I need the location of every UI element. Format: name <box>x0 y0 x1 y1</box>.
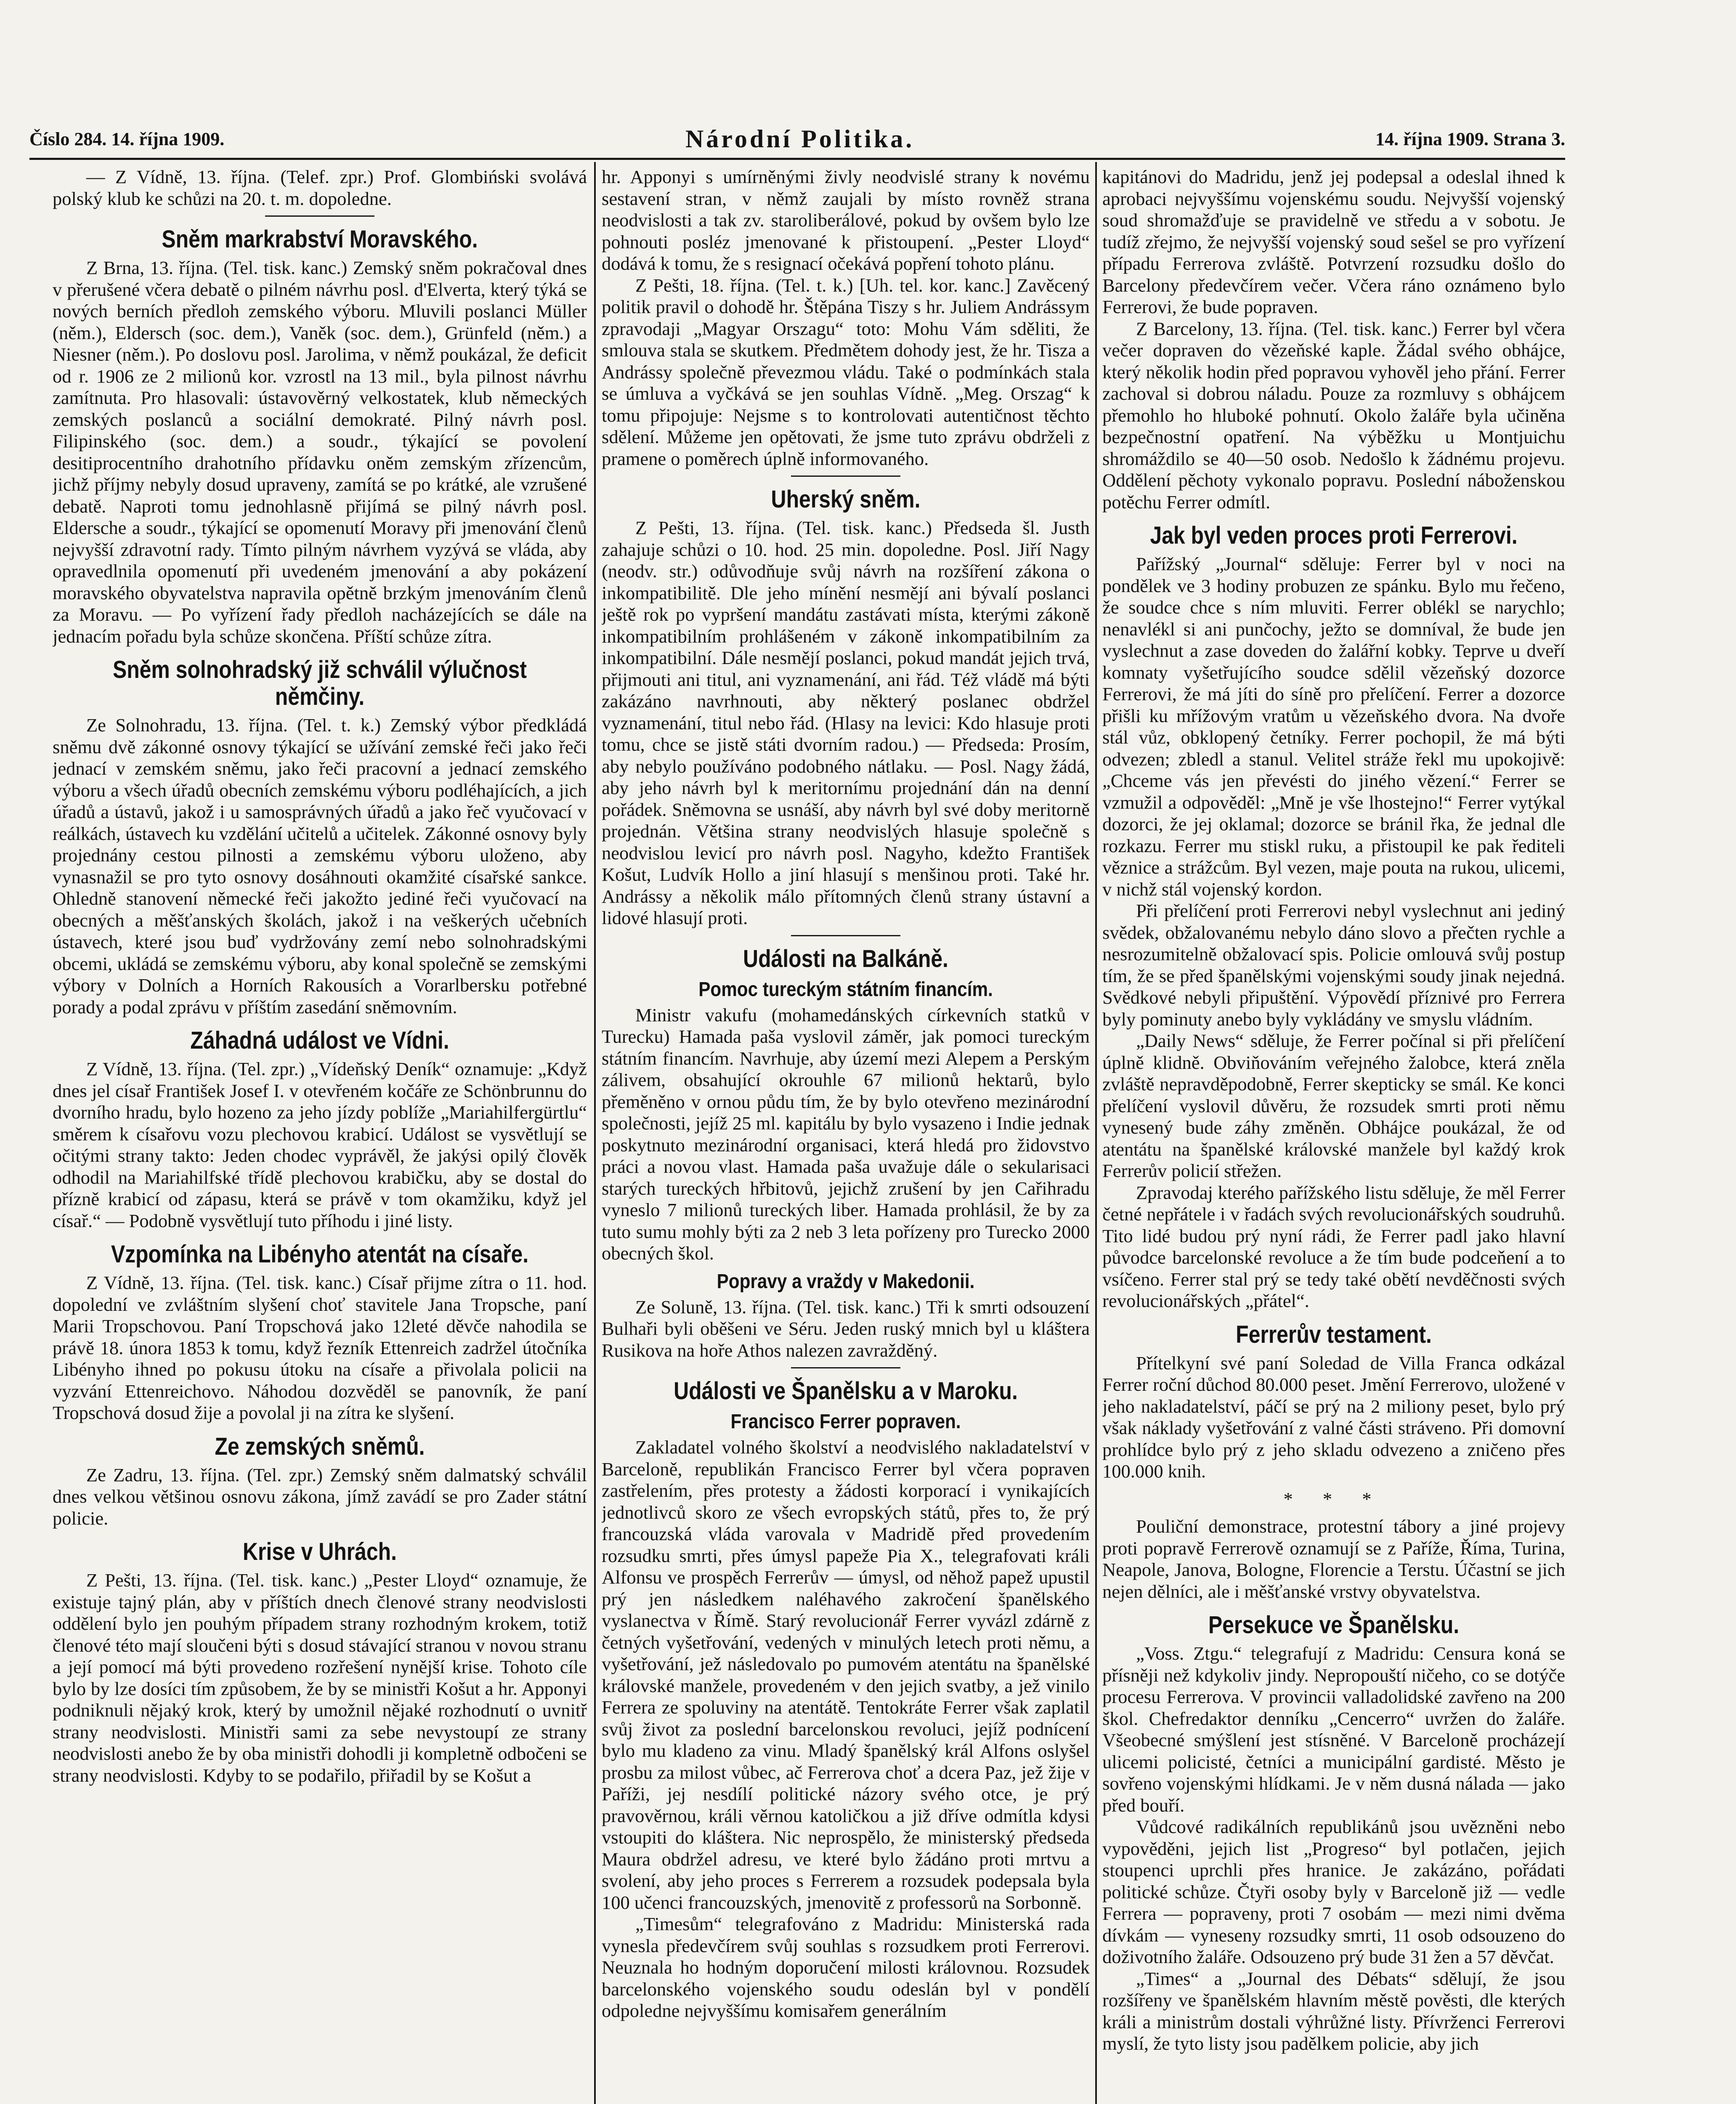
section-stars: * * * <box>1283 1488 1384 1509</box>
separator <box>791 476 900 477</box>
headline-hungary-crisis: Krise v Uhrách. <box>243 1538 397 1565</box>
subheadline-ferrer-executed: Francisco Ferrer popraven. <box>730 1411 961 1433</box>
headline-hungarian-diet: Uherský sněm. <box>771 486 921 513</box>
subheadline-macedonia: Popravy a vraždy v Makedonii. <box>717 1270 975 1293</box>
article-vienna-incident: Z Vídně, 13. října. (Tel. zpr.) „Vídeňský Deník“ oznamuje: „Když dnes jel císař František Josef I. v otevřeném kočáře ze Schönbrunnu do dvorního hradu, bylo hozeno za jeho jízdy poblíže „Mariahilfergürtlu“ směrem k císařovu vozu plechovou krabicí. Událost se vysvětlují se očitými strany takto: Jeden chodec vyprávěl, že jakýsi opilý člověk odhodil na Mariahilfské třídě plechovou krabičku, aby se dostal do přízně krabicí od zápasu, která se právě v tom okamžiku, když jel císař.“ — Podobně vysvětlují tuto příhodu i jiné listy. <box>53 1058 587 1231</box>
article-hungary-crisis-cont: hr. Apponyi s umírněnými živly neodvislé strany k novému sestavení stran, v němž zaujali by místo rovněž strana neodvislosti a tak zv. staroliberálové, pokud by ovšem bylo lze pohnouti posléz jmenované k přistoupení. „Pester Lloyd“ dodává k tomu, že s resignací očekává popření tohoto plánu. <box>602 166 1090 274</box>
article-ferrer-testament: Přítelkyní své paní Soledad de Villa Franca odkázal Ferrer roční důchod 80.000 peset. Jmění Ferrerovo, uložené v jeho nakladatelství, páčí se prý na 2 miliony peset, bylo prý však náklady vyšetřování z valné části stráveno. Při domovní prohlídce bylo prý z jeho skladu odvezeno a zničeno přes 100.000 knih. <box>1102 1352 1565 1482</box>
headline-moravian-diet: Sněm markrabství Moravského. <box>162 226 478 253</box>
article-ferrer-cont: kapitánovi do Madridu, jenž jej podepsal a odeslal ihned k aprobaci nejvyššímu vojenskému soudu. Nejvyšší vojenský soud shromažďuje se pravidelně ve středu a v sobotu. Je tudíž zřejmo, že nejvyšší vojenský soud sešel se pro vyřízení případu Ferrerova zvláště. Potvrzení rozsudku došlo do Barcelony předevčírem večer. Včera ráno oznámeno bylo Ferrerovi, že bude popraven. <box>1102 166 1565 317</box>
header-issue-date: Číslo 284. 14. října 1909. <box>29 128 225 149</box>
article-times-madrid: „Timesům“ telegrafováno z Madridu: Ministerská rada vynesla předevčírem svůj souhlas s rozsudkem proti Ferrerovi. Neuznala ho hodným doporučení milosti královnou. Rozsudek barcelonského vojenského soudu odeslán byl v pondělí odpoledne nejvyššímu komisařem generálním <box>602 1913 1090 2021</box>
headline-salzburg-diet: Sněm solnohradský již schválil výlučnost němčiny. <box>112 656 527 710</box>
article-turkish-finance: Ministr vakufu (mohamedánských církevních statků v Turecku) Hamada paša vyslovil záměr, jak pomoci tureckým státním financím. Navrhuje, aby území mezi Alepem a Perským zálivem, obsahující okrouhle 67 milionů hektarů, bylo přeměněno v ornou půdu tím, že by bylo otevřeno mezinárodní společnosti, jejíž 25 ml. kapitálu by bylo vysazeno i Indie jednak poskytnuto mezinárodní organisaci, která hledá pro židovstvo práci a novou vlast. Hamada paša uvažuje dále o sekularisaci starých tureckých hřbitovů, jejichž zrušení by jen Cařihradu vyneslo 7 milionů tureckých liber. Hamada prohlásil, že by za tuto sumu mohly býti za 2 neb 3 leta pořízeny pro Turecko 2000 obecných škol. <box>602 1004 1090 1264</box>
article-macedonia: Ze Soluně, 13. října. (Tel. tisk. kanc.) Tři k smrti odsouzení Bulhaři byli oběšeni ve Séru. Jeden ruský mnich byl u kláštera Rusikova na hoře Athos nalezen zavražděný. <box>602 1296 1090 1361</box>
column-3 <box>1102 166 1565 2104</box>
article-hungarian-diet: Z Pešti, 13. října. (Tel. tisk. kanc.) Předseda šl. Justh zahajuje schůzi o 10. hod. 25 min. dopoledne. Posl. Jiří Nagy (neodv. str.) odůvodňuje svůj návrh na rozšíření zákona o inkompatibilitě. Dle jeho mínění nesmějí ani bývalí poslanci ještě rok po vypršení mandátu zastávati místa, kterými zákoně inkompatibilním prohlášeném v zákoně inkompatibilním za inkompatibilní. Dále nesmějí poslanci, pokud mandát jejich trvá, přijmouti ani titul, ani vyznamenání, ani řád. Též vládě má býti zakázáno navrhnouti, aby některý poslanec obdržel vyznamenání, titul nebo řád. (Hlasy na levici: Kdo hlasuje proti tomu, chce se jistě státi dvorním radou.) — Předseda: Prosím, aby nebylo používáno podobného nátlaku. — Posl. Nagy žádá, aby jeho návrh byl k meritornímu projednání dán na denní pořádek. Sněmovna se usnáší, aby návrh byl své doby meritorně projednán. Většina strany neodvislých hlasuje společně s neodvislou levicí pro návrh posl. Nagyho, kdežto František Košut, Ludvík Hollo a jiní hlasují s menšinou proti. Také hr. Andrássy a několik málo přítomných členů strany ústavní a lidové hlasují proti. <box>602 517 1090 928</box>
article-persecution-censorship: „Voss. Ztgu.“ telegrafují z Madridu: Censura koná se přísněji než kdykoliv jindy. Nepropouští ničeho, co se dotýče procesu Ferrerova. V provincii valladolidské zavřeno na 200 škol. Chefredaktor denníku „Cencerro“ uvržen do žaláře. Všeobecné smýšlení jest stísněné. V Barceloně procházejí ulicemi policisté, četníci a municipální gardisté. Město je sovřeno vojenskými hlídkami. Je v něm dusná nálada — jako před bouří. <box>1102 1643 1565 1816</box>
header-page-number: 14. října 1909. Strana 3. <box>1375 128 1565 149</box>
headline-balkans: Události na Balkáně. <box>743 945 948 972</box>
article-threat-letters: „Times“ a „Journal des Débats“ sdělují, že jsou rozšířeny ve španělském hlavním městě pověsti, dle kterých králi a ministrům dostali výhrůžné listy. Přívrženci Ferrerovi myslí, že tyto listy jsou padělkem policie, aby jich <box>1102 1968 1565 2054</box>
article-polish-club: — Z Vídně, 13. října. (Telef. zpr.) Prof. Glombiński svolává polský klub ke schůzi na 20. t. m. dopoledne. <box>53 166 587 209</box>
column-2 <box>602 166 1090 2104</box>
article-revolutionary-enemies: Zpravodaj kterého pařížského listu sděluje, že měl Ferrer četné nepřátele i v řadách svých revolucionářských soudruhů. Tito lidé budou prý nyní rádi, že Ferrer padl jako hlavní původce barcelonské revoluce a že tím bude podceňení a to vsíčeno. Ferrer stal prý se tedy také obětí nevděčnosti svých revolucionářských „přátel“. <box>1102 1182 1565 1311</box>
article-land-diets: Ze Zadru, 13. října. (Tel. zpr.) Zemský sněm dalmatský schválil dnes velkou většinou osnovu zákona, jímž zavádí se pro Zader státní policie. <box>53 1464 587 1529</box>
headline-libeny-memory: Vzpomínka na Libényho atentát na císaře. <box>111 1241 529 1268</box>
article-demonstrations: Pouliční demonstrace, protestní tábory a jiné projevy proti popravě Ferrerově oznamují se z Paříže, Říma, Turina, Neapole, Janova, Bologne, Florencie a Terstu. Účastní se jich nejen dělníci, ale i měšťanské vrstvy obyvatelstva. <box>1102 1516 1565 1602</box>
headline-vienna-incident: Záhadná událost ve Vídni. <box>190 1027 449 1054</box>
column-divider-1 <box>594 162 596 2104</box>
subheadline-turkish-finance: Pomoc tureckým státním financím. <box>698 978 993 1001</box>
headline-ferrer-testament: Ferrerův testament. <box>1236 1320 1432 1348</box>
headline-spain-morocco: Události ve Španělsku a v Maroku. <box>674 1377 1018 1405</box>
article-salzburg-diet: Ze Solnohradu, 13. října. (Tel. t. k.) Zemský výbor předkládá sněmu dvě zákonné osnovy týkající se užívání zemské řeči jako řeči jednací v zemském sněmu, jako řeči pracovní a jednací zemského výboru a všech úřadů obecních zemskému výboru podléhajících, a jich úřadů a ústavů, jakož i u samosprávných úřadů a jako řeč vyučovací v reálkách, ústavech ku vzdělání učitelů a učitelek. Zákonné osnovy byly projednány cestou pilnosti a zemskému výboru uloženo, aby vynasnažil se pro tyto osnovy dosáhnouti okamžité císařské sankce. Ohledně stanovení německé řeči jakožto jediné řeči vyučovací na obecných a měšťanských školách, jakož i na veškerých učebních ústavech, které jsou buď vydržovány zemí nebo solnohradskými obcemi, ukládá se zemskému výboru, aby konal společně se zemskými výbory v Dolních a Horních Rakousích a Vorarlbersku potřebné porady a podal zprávu v příštím zasedání sněmovním. <box>53 715 587 1017</box>
separator <box>791 935 900 936</box>
header-rule <box>29 158 1565 160</box>
article-ferrer-executed: Zakladatel volného školství a neodvislého nakladatelství v Barceloně, republikán Francisco Ferrer byl včera popraven zastřelením, přes protesty a žádosti korporací i vynikajících jednotlivců skoro ze všech evropských států, přes to, že prý francouzská vláda varovala v Madridě před provedením rozsudku smrti, přes úmysl papeže Pia X., telegrafovati králi Alfonsu ve prospěch Ferrerův — úmysl, od něhož papež upustil prý jen následkem naléhavého zakročení španělského vyslanectva v Římě. Starý revolucionář Ferrer vyvázl zdárně z četných vyšetřování, vedených v minulých letech proti němu, a vyšetřování, jež následovalo po pumovém atentátu na španělské královské manžele, provedeném v den jejich svatby, a jež vinilo Ferrera ze spoluviny na atentátě. Tentokráte Ferrer však zaplatil svůj život za poslední barcelonskou revoluci, jejíž podnícení bylo mu kladeno za vinu. Mladý španělský král Alfons oslyšel prosbu za milost vůbec, ač Ferrerova choť a dcera Paz, jež žije v Paříži, jej nesdílí politické názory svého otce, je prý pravověrnou, králi věrnou katoličkou a již dříve odmítla kdysi vstoupiti do kláštera. Nic neprospělo, že ministerský předseda Maura obdržel adresu, ve které bylo žádáno proti mrtvu a svolení, aby jeho proces s Ferrerem a rozsudek podepsala byla 100 učenci francouzských, jmenovitě z professorů na Sorbonně. <box>602 1437 1090 1913</box>
article-barcelona-execution: Z Barcelony, 13. října. (Tel. tisk. kanc.) Ferrer byl včera večer dopraven do vězeňské kaple. Žádal svého obhájce, který několik hodin před popravou vyhověl jeho přání. Ferrer zachoval si dobrou náladu. Pouze za rozmluvy s obhájcem přemohlo ho hluboké pohnutí. Okolo žaláře byla učiněna bezpečnostní opatření. Na výběžku u Montjuichu shromáždilo se 40—50 osob. Nedošlo k žádnému projevu. Oddělení pěchoty vykonalo popravu. Poslední náboženskou potěchu Ferrer odmítl. <box>1102 318 1565 513</box>
article-republican-leaders: Vůdcové radikálních republikánů jsou uvězněni nebo vypověděni, jejich list „Progreso“ byl potlačen, jejich stoupenci uprchli přes hranice. Je zakázáno, pořádati politické schůze. Čtyři osoby byly v Barceloně již — vedle Ferrera — popraveny, proti 7 osobám — mezi nimi dvěma dívkám — vyneseny rozsudky smrti, 11 osob odsouzeno do doživotního žaláře. Odsouzeno prý bude 31 žen a 57 děvčat. <box>1102 1816 1565 1967</box>
separator <box>265 215 374 217</box>
article-no-witnesses: Při přelíčení proti Ferrerovi nebyl vyslechnut ani jediný svědek, obžalovanému nebylo dáno slovo a přečten rychle a nesrozumitelně obžalovací spis. Policie omlouvá svůj postup tím, že se před španělskými vojenskými soudy jinak nejedná. Svědkové nebyli připuštění. Výpovědí příznivé pro Ferrera byly pominuty anebo byly vykládány ve smyslu vládním. <box>1102 900 1565 1030</box>
headline-persecution-spain: Persekuce ve Španělsku. <box>1208 1611 1460 1639</box>
column-divider-2 <box>1095 162 1097 2104</box>
column-1 <box>53 166 587 2104</box>
headline-ferrer-trial: Jak byl veden proces proti Ferrerovi. <box>1150 522 1518 549</box>
article-hungary-crisis: Z Pešti, 13. října. (Tel. tisk. kanc.) „Pester Lloyd“ oznamuje, že existuje tajný plán, aby v příštích dnech členové strany neodvislosti oddělení bylo jen pouhým případem strany rozhodným krokem, totiž členové této mají sloučeni býti s dosud stávající stranou v novou stranu a její pomocí má býti provedeno rozřešení nynější krise. Tohoto cíle bylo by lze dosíci tím způsobem, že by se ministři Košut a hr. Apponyi podniknuli nějaký krok, který by umožnil nějaké rozhodnutí o uvnitř strany neodvislosti. Ministři sami za sebe nevystoupí ze strany neodvislosti anebo že by oba ministři dohodli ji kompletně odbočeni se strany neodvislosti. Kdyby to se podařilo, přiřadil by se Košut a <box>53 1570 587 1786</box>
article-ferrer-trial: Pařížský „Journal“ sděluje: Ferrer byl v noci na pondělek ve 3 hodiny probuzen ze spánku. Bylo mu řečeno, že soudce chce s ním mluviti. Ferrer oblékl se narychlo; nenavlékl si ani punčochy, ježto se domníval, že bude jen vyslechnut a zase doveden do žalářní kobky. Teprve u dveří komnaty vyšetřujícího soudce sdělil vězeňský dozorce Ferrerovi, že má jíti do síně pro přelíčení. Ferrer a dozorce přišli ku mřížovým vratům u vězeňského dvora. Na dvoře stál vůz, obklopený četníky. Ferrer pochopil, že má býti odvezen; zbledl a stanul. Velitel stráže řekl mu upokojivě: „Chceme vás jen převésti do jiného vězení.“ Ferrer se vzmužil a odpověděl: „Mně je vše lhostejno!“ Ferrer vytýkal dozorci, že jej oklamal; dozorce se bránil řka, že jednal dle rozkazu. Ferrer mu stiskl ruku, a přistoupil ke pak řediteli věznice a strážcům. Byl vezen, maje pouta na rukou, ulicemi, v nichž stál vojenský kordon. <box>1102 553 1565 900</box>
article-daily-news: „Daily News“ sděluje, že Ferrer počínal si při přelíčení úplně klidně. Obviňováním veřejného žalobce, která zněla zvláště nepravděpodobně, Ferrer skepticky se smál. Ke konci přelíčení vyslovil důvěru, že rozsudek smrti proti němu vynesený bude záhy změněn. Obhájce poukázal, že od atentátu na španělské královské manžele byl každý krok Ferrerův policií střežen. <box>1102 1030 1565 1181</box>
headline-land-diets: Ze zemských sněmů. <box>215 1432 425 1460</box>
separator <box>791 1367 900 1368</box>
newspaper-title: Národní Politika. <box>685 125 915 153</box>
article-tisza-andrassy: Z Pešti, 18. října. (Tel. t. k.) [Uh. tel. kor. kanc.] Zavěcený politik pravil o dohodě hr. Štěpána Tiszy s hr. Juliem Andrássym zpravodaji „Magyar Orszagu“ toto: Mohu Vám sděliti, že smlouva stala se skutkem. Předmětem dohody jest, že hr. Tisza a Andrássy společně převezmou vládu. Také o podmínkách stala se úmluva a vyčkává se jen souhlas Vídně. „Meg. Orszag“ k tomu připojuje: Nejsme s to kontrolovati autentičnost těchto sdělení. Můžeme jen opětovati, že jsme tuto zprávu obdrželi z pramene o poměrech úplně informovaného. <box>602 274 1090 469</box>
article-libeny-memory: Z Vídně, 13. října. (Tel. tisk. kanc.) Císař přijme zítra o 11. hod. dopolední ve zvláštním slyšení choť stavitele Jana Tropsche, paní Marii Tropschovou. Paní Tropschová jako 12leté děvče nahodila se právě 18. února 1853 k tomu, když řezník Ettenreich zadržel útočníka Libényho ihned po pokusu útoku na císaře a přivolala policii na vyzvání Ettenreichovo. Náhodou dozvěděl se panovník, že paní Tropschová dosud žije a povolal ji na zítra ke slyšení. <box>53 1272 587 1423</box>
page-header <box>29 122 1565 156</box>
article-moravian-diet: Z Brna, 13. října. (Tel. tisk. kanc.) Zemský sněm pokračoval dnes v přerušené včera debatě o pilném návrhu posl. d'Elverta, který týká se nových berních předloh zemského výboru. Mluvili poslanci Müller (něm.), Eldersch (soc. dem.), Vaněk (soc. dem.), Grünfeld (něm.) a Niesner (něm.). Po doslovu posl. Jarolima, v němž poukázal, že deficit od r. 1906 ze 2 milionů kor. vzrostl na 13 mil., byla pilnost návrhu zamítnuta. Pro hlasovali: ústavověrný velkostatek, klub německých zemských poslanců a sociální demokraté. Pilný návrh posl. Filipinského (soc. dem.) a soudr., týkající se povolení desitiprocentního drahotního přídavku oněm zemským zřízencům, jichž příjmy nebyly dosud upraveny, zamítá se po krátké, ale vzrušené debatě. Naproti tomu jednohlasně přijímá se pilný návrh posl. Eldersche a soudr., týkající se opomenutí Moravy při jmenování členů nejvyšší zdravotní rady. Tímto pilným návrhem vyzývá se vláda, aby opravedlnila opomenutí při uvedeném jmenování a aby pokázení moravského obyvatelstva napravila opětně brzkým jmenováním členů za Moravu. — Po vyřízení řady předloh nacházejících se dále na jednacím pořadu byla schůze skončena. Příští schůze zítra. <box>53 257 587 647</box>
